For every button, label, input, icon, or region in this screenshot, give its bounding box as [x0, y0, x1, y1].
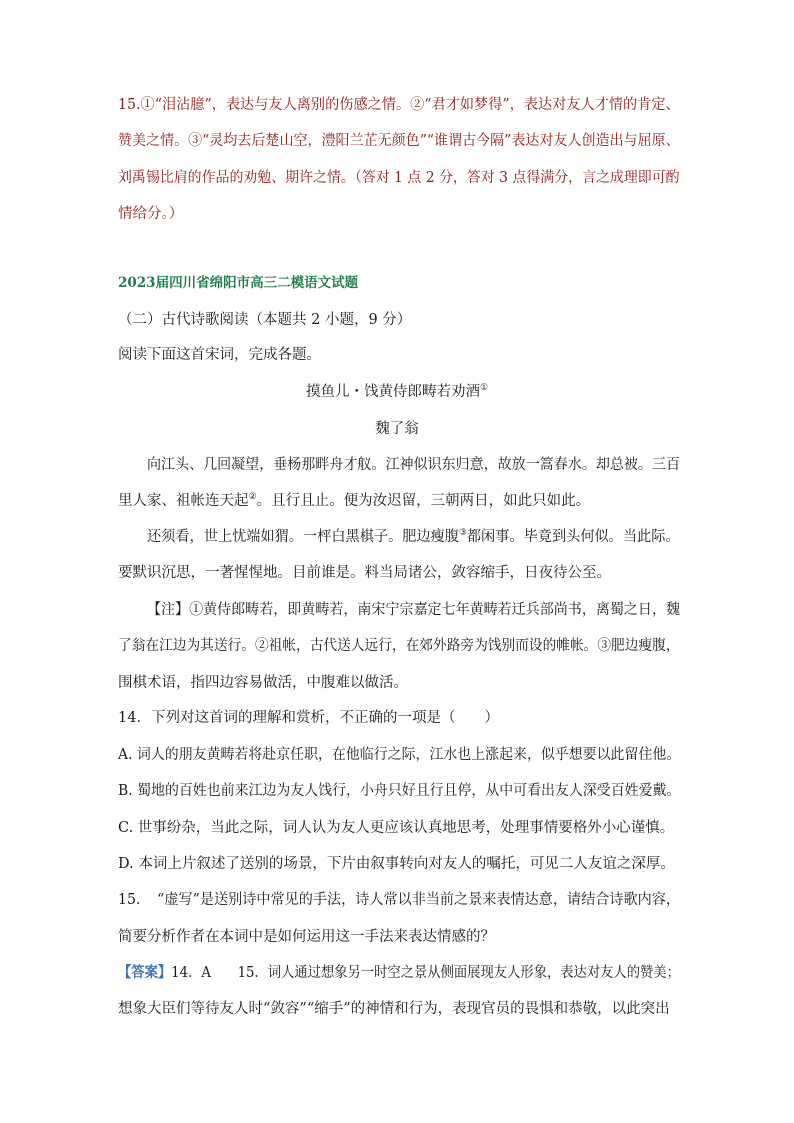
question-14-option-d: D. 本词上片叙述了送别的场景，下片由叙事转向对友人的嘱托，可见二人友谊之深厚。: [118, 856, 675, 872]
answer-block-2-line-1: [118, 963, 680, 983]
poem-title-text: 摸鱼儿・饯黄侍郎畴若劝酒: [305, 384, 480, 400]
poem-author: 魏了翁: [375, 421, 419, 437]
answer-15-line-3: 刘禹锡比肩的作品的劝勉、期许之情。（答对 1 点 2 分，答对 3 点得满分，言之成理即可酌: [118, 170, 680, 186]
poem-para1-line2: [118, 491, 590, 511]
question-15-line-2: 简要分析作者在本词中是如何运用这一手法来表达情感的？: [118, 929, 495, 945]
answer-block-2-line-1-text: 14．A 15．词人通过想象另一时空之景从侧面展现友人形象，表达对友人的赞美；: [171, 965, 680, 981]
notes-line-2: 了翁在江边为其送行。②祖帐，古代送人远行，在郊外路旁为饯别而设的帷帐。③肥边瘦腹，: [118, 638, 680, 654]
poem-para2-line2: 要默识沉思，一著惺惺地。目前谁是。料当局诸公，敛容缩手，日夜待公至。: [118, 565, 611, 581]
poem-para2-line1: [147, 527, 680, 547]
poem-note-mark-2: ②: [248, 492, 257, 503]
answer-15-line-4: 情给分。）: [118, 206, 184, 222]
notes-line-3: 围棋术语，指四边容易做活，中腹难以做活。: [118, 675, 408, 691]
poem-para2-line1b: 都闲事。毕竟到头何似。当此际。: [466, 529, 680, 545]
answer-tag: 【答案】: [118, 964, 172, 981]
notes-line-1: 【注】①黄侍郎畴若，即黄畴若，南宋宁宗嘉定七年黄畴若迁兵部尚书，离蜀之日，魏: [147, 602, 680, 618]
poem-title-note-mark: ①: [479, 383, 489, 394]
poem-para1-line1: 向江头、几回凝望，垂杨那畔舟才舣。江神似识东归意，故放一篙春水。却总被。三百: [147, 457, 680, 473]
answer-block-2-line-2: 想象大臣们等待友人时“敛容”“缩手”的神情和行为，表现官员的畏惧和恭敬，以此突出: [118, 1001, 670, 1017]
poem-para1-line2a: 里人家、祖帐连天起: [118, 493, 249, 509]
poem-para2-line1a: 还须看，世上忧端如猬。一枰白黑棋子。肥边瘦腹: [147, 529, 459, 545]
question-14-option-b: B. 蜀地的百姓也前来江边为友人饯行，小舟只好且行且停，从中可看出友人深受百姓爱戴。: [118, 783, 681, 799]
question-14-option-c: C. 世事纷杂，当此之际，词人认为友人更应该认真地思考，处理事情要格外小心谨慎。: [118, 820, 675, 836]
answer-15-line-1: 15.①“泪沾臆”，表达与友人离别的伤感之情。②“君才如梦得”，表达对友人才情的肯定、: [118, 97, 680, 113]
poem-para1-line2b: 。且行且止。便为汝迟留，三朝两日，如此只如此。: [256, 493, 591, 509]
question-14-option-a: A. 词人的朋友黄畴若将赴京任职，在他临行之际，江水也上涨起来，似乎想要以此留住他。: [118, 747, 681, 763]
poem-note-mark-3: ③: [458, 528, 467, 539]
source-title: 2023届四川省绵阳市高三二模语文试题: [118, 275, 359, 291]
question-15-line-1: 15． “虚写”是送别诗中常见的手法，诗人常以非当前之景来表情达意，请结合诗歌内容，: [118, 892, 681, 908]
poem-title: [0, 382, 794, 402]
question-14-stem: 14．下列对这首词的理解和赏析，不正确的一项是（ ）: [118, 710, 499, 726]
section-heading: （二）古代诗歌阅读（本题共 2 小题，9 分）: [118, 312, 412, 328]
section-instruction: 阅读下面这首宋词，完成各题。: [118, 347, 321, 363]
answer-15-line-2: 赞美之情。③“灵均去后楚山空，澧阳兰芷无颜色”“谁谓古今隔”表达对友人创造出与屈原、: [118, 133, 680, 149]
